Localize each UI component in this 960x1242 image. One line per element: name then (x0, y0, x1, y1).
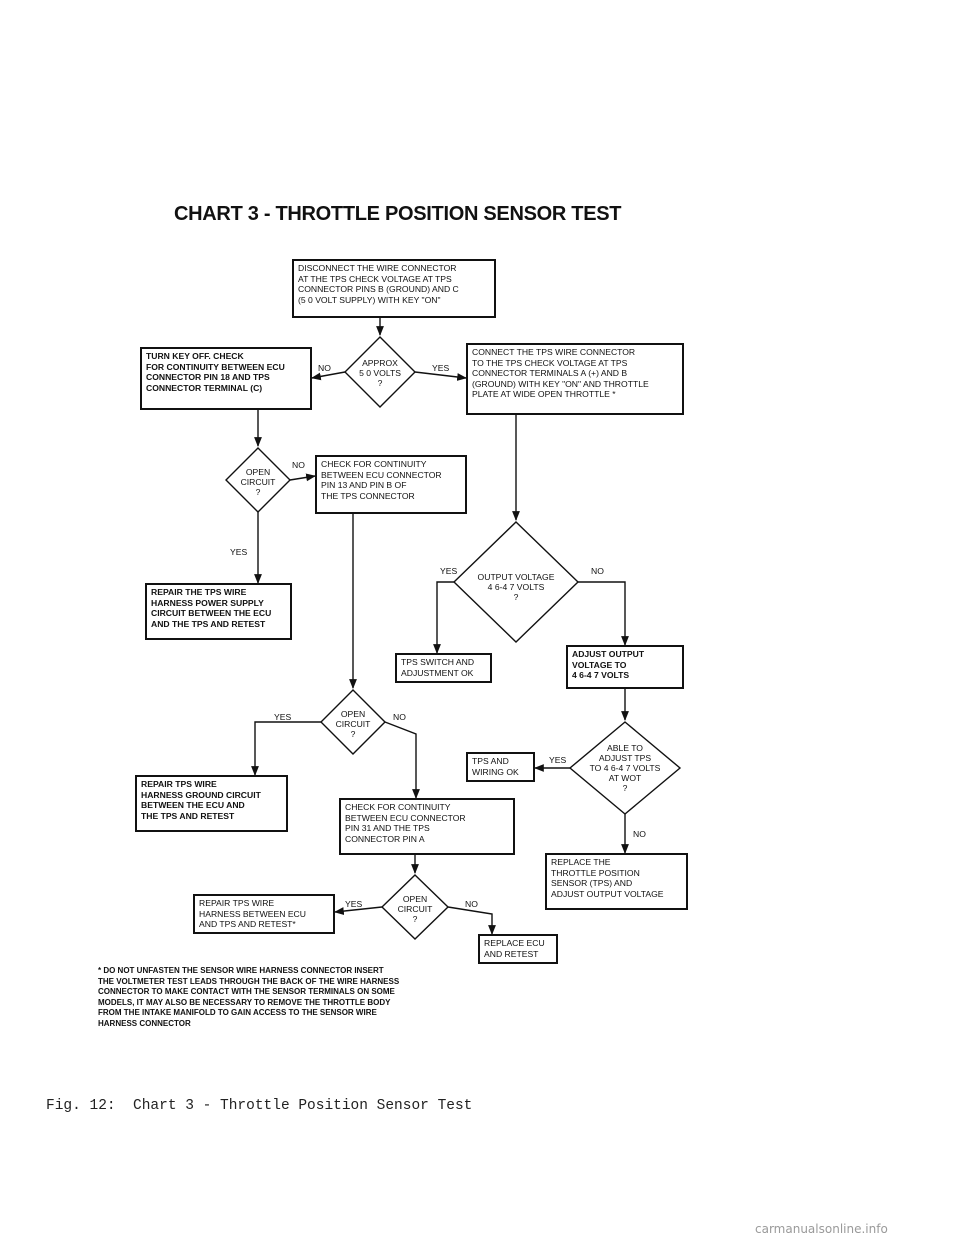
branch-label-d2-no: NO (292, 460, 305, 470)
footnote: * DO NOT UNFASTEN THE SENSOR WIRE HARNESS CONNECTOR INSERT THE VOLTMETER TEST LEADS THROUGH THE BACK OF THE WIRE HARNESS CONNECTOR TO MAKE CONTACT WITH THE SENSOR TERMINALS ON SOME MODELS, IT MAY ALSO BE NECESSARY TO REMOVE THE THROTTLE BODY FROM THE INTAKE MANIFOLD TO GAIN ACCESS TO THE SENSOR WIRE HARNESS CONNECTOR (98, 966, 400, 1028)
figure-caption: Fig. 12: Chart 3 - Throttle Position Sensor Test (46, 1098, 473, 1114)
decision-text-approx-5-volts: APPROX 5 0 VOLTS ? (359, 358, 401, 388)
branch-label-d4-no: NO (393, 712, 406, 722)
decision-text-open-circuit-3: OPEN CIRCUIT ? (397, 894, 433, 924)
branch-label-d5-no: NO (633, 829, 646, 839)
chart-title: CHART 3 - THROTTLE POSITION SENSOR TEST (174, 203, 622, 225)
branch-label-d1-yes: YES (432, 363, 450, 373)
branch-label-d4-yes: YES (274, 712, 292, 722)
decision-text-open-circuit-1: OPEN CIRCUIT ? (240, 467, 276, 497)
watermark: carmanualsonline.info (755, 1222, 888, 1236)
step-box-repair-power-supply: REPAIR THE TPS WIRE HARNESS POWER SUPPLY CIRCUIT BETWEEN THE ECU AND THE TPS AND RETEST (145, 583, 292, 640)
branch-label-d6-yes: YES (345, 899, 363, 909)
branch-label-d6-no: NO (465, 899, 478, 909)
step-box-repair-ground-circuit: REPAIR TPS WIRE HARNESS GROUND CIRCUIT BETWEEN THE ECU AND THE TPS AND RETEST (135, 775, 288, 832)
step-box-replace-ecu: REPLACE ECU AND RETEST (478, 934, 558, 964)
step-box-disconnect-connector: DISCONNECT THE WIRE CONNECTOR AT THE TPS CHECK VOLTAGE AT TPS CONNECTOR PINS B (GROUND) AND C (5 0 VOLT SUPPLY) WITH KEY "ON" (292, 259, 496, 318)
step-box-tps-wiring-ok: TPS AND WIRING OK (466, 752, 535, 782)
decision-text-output-voltage: OUTPUT VOLTAGE 4 6-4 7 VOLTS ? (477, 572, 555, 602)
step-box-repair-harness: REPAIR TPS WIRE HARNESS BETWEEN ECU AND TPS AND RETEST* (193, 894, 335, 934)
step-box-turn-key-off: TURN KEY OFF. CHECK FOR CONTINUITY BETWEEN ECU CONNECTOR PIN 18 AND TPS CONNECTOR TERMINAL (C) (140, 347, 312, 410)
decision-text-open-circuit-2: OPEN CIRCUIT ? (335, 709, 371, 739)
step-box-replace-tps: REPLACE THE THROTTLE POSITION SENSOR (TPS) AND ADJUST OUTPUT VOLTAGE (545, 853, 688, 910)
decision-text-able-to-adjust: ABLE TO ADJUST TPS TO 4 6-4 7 VOLTS AT WOT ? (589, 743, 661, 793)
step-box-adjust-output: ADJUST OUTPUT VOLTAGE TO 4 6-4 7 VOLTS (566, 645, 684, 689)
branch-label-d1-no: NO (318, 363, 331, 373)
branch-label-d5-yes: YES (549, 755, 567, 765)
branch-label-d3-no: NO (591, 566, 604, 576)
branch-label-d3-yes: YES (440, 566, 458, 576)
branch-label-d2-yes: YES (230, 547, 248, 557)
step-box-check-continuity-pin31: CHECK FOR CONTINUITY BETWEEN ECU CONNECTOR PIN 31 AND THE TPS CONNECTOR PIN A (339, 798, 515, 855)
step-box-tps-switch-ok: TPS SWITCH AND ADJUSTMENT OK (395, 653, 492, 683)
step-box-check-continuity-pin13: CHECK FOR CONTINUITY BETWEEN ECU CONNECTOR PIN 13 AND PIN B OF THE TPS CONNECTOR (315, 455, 467, 514)
step-box-connect-tps: CONNECT THE TPS WIRE CONNECTOR TO THE TPS CHECK VOLTAGE AT TPS CONNECTOR TERMINALS A (+) AND B (GROUND) WITH KEY "ON" AND THROTTLE PLATE AT WIDE OPEN THROTTLE * (466, 343, 684, 415)
